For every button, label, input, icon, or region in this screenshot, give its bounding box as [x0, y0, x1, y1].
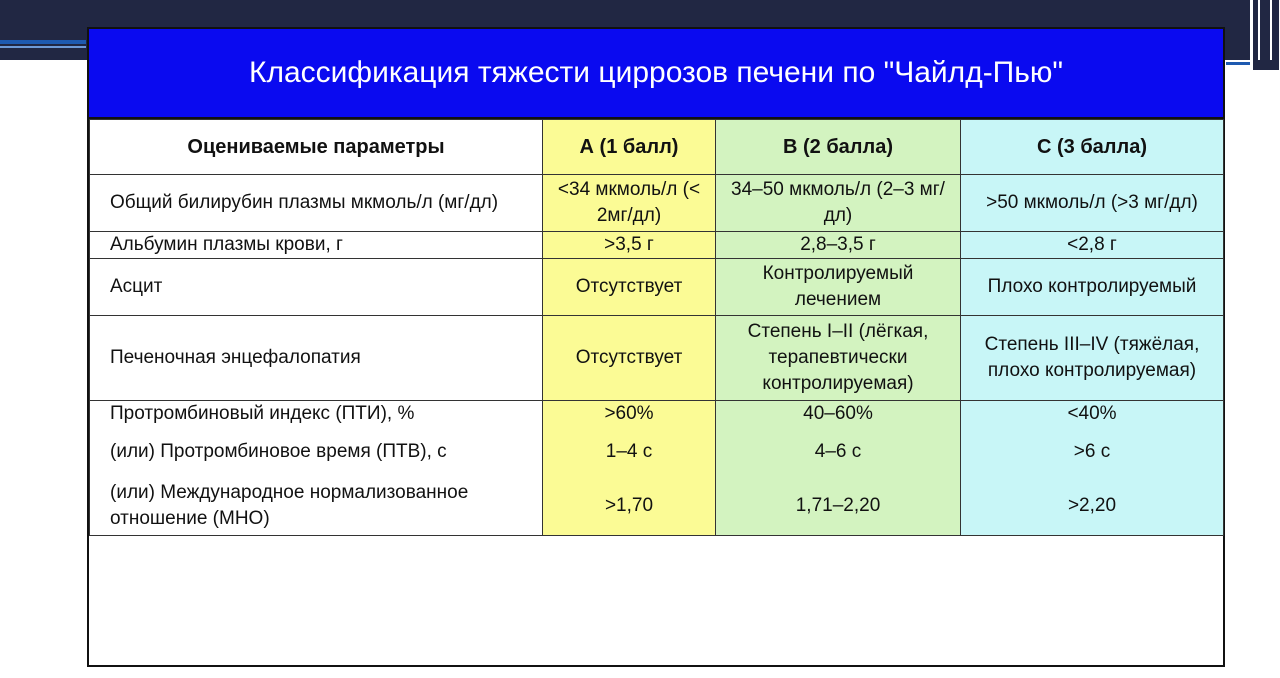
class-b-cell: 4–6 с	[716, 427, 961, 477]
param-cell: Общий билирубин плазмы мкмоль/л (мг/дл)	[90, 175, 543, 232]
table-row	[90, 427, 1224, 477]
header-row	[90, 120, 1224, 175]
class-b-cell: 2,8–3,5 г	[716, 232, 961, 259]
class-a-cell: >3,5 г	[543, 232, 716, 259]
param-cell: Асцит	[90, 259, 543, 316]
header-class-c: С (3 балла)	[961, 120, 1224, 175]
class-b-cell: 34–50 мкмоль/л (2–3 мг/дл)	[716, 175, 961, 232]
class-b-cell: Контролируемый лечением	[716, 259, 961, 316]
decorative-rule	[0, 46, 86, 48]
class-a-cell: >1,70	[543, 477, 716, 536]
decorative-frame	[1250, 0, 1280, 70]
param-cell: (или) Международное нормализованное отношение (МНО)	[90, 477, 543, 536]
class-a-cell: >60%	[543, 401, 716, 428]
header-class-b: В (2 балла)	[716, 120, 961, 175]
class-b-cell: Степень I–II (лёгкая, терапевтически контролируемая)	[716, 316, 961, 401]
table-row	[90, 259, 1224, 316]
param-cell: (или) Протромбиновое время (ПТВ), с	[90, 427, 543, 477]
table-row	[90, 477, 1224, 536]
child-pugh-table	[87, 27, 1225, 667]
class-a-cell: Отсутствует	[543, 316, 716, 401]
class-c-cell: Степень III–IV (тяжёлая, плохо контролируемая)	[961, 316, 1224, 401]
header-param: Оцениваемые параметры	[90, 120, 543, 175]
class-c-cell: <40%	[961, 401, 1224, 428]
param-cell: Протромбиновый индекс (ПТИ), %	[90, 401, 543, 428]
class-c-cell: >50 мкмоль/л (>3 мг/дл)	[961, 175, 1224, 232]
param-cell: Альбумин плазмы крови, г	[90, 232, 543, 259]
class-c-cell: >2,20	[961, 477, 1224, 536]
decorative-rule	[0, 40, 86, 44]
table-title: Классификация тяжести циррозов печени по "Чайлд-Пью"	[89, 29, 1223, 119]
class-b-cell: 1,71–2,20	[716, 477, 961, 536]
class-c-cell: Плохо контролируемый	[961, 259, 1224, 316]
decorative-frame-inner	[1258, 0, 1272, 60]
header-class-a: А (1 балл)	[543, 120, 716, 175]
classification-table	[89, 119, 1224, 536]
class-c-cell: >6 с	[961, 427, 1224, 477]
class-a-cell: <34 мкмоль/л (< 2мг/дл)	[543, 175, 716, 232]
class-a-cell: Отсутствует	[543, 259, 716, 316]
table-row	[90, 316, 1224, 401]
class-b-cell: 40–60%	[716, 401, 961, 428]
class-c-cell: <2,8 г	[961, 232, 1224, 259]
table-row	[90, 401, 1224, 428]
table-row	[90, 232, 1224, 259]
table-row	[90, 175, 1224, 232]
class-a-cell: 1–4 с	[543, 427, 716, 477]
param-cell: Печеночная энцефалопатия	[90, 316, 543, 401]
